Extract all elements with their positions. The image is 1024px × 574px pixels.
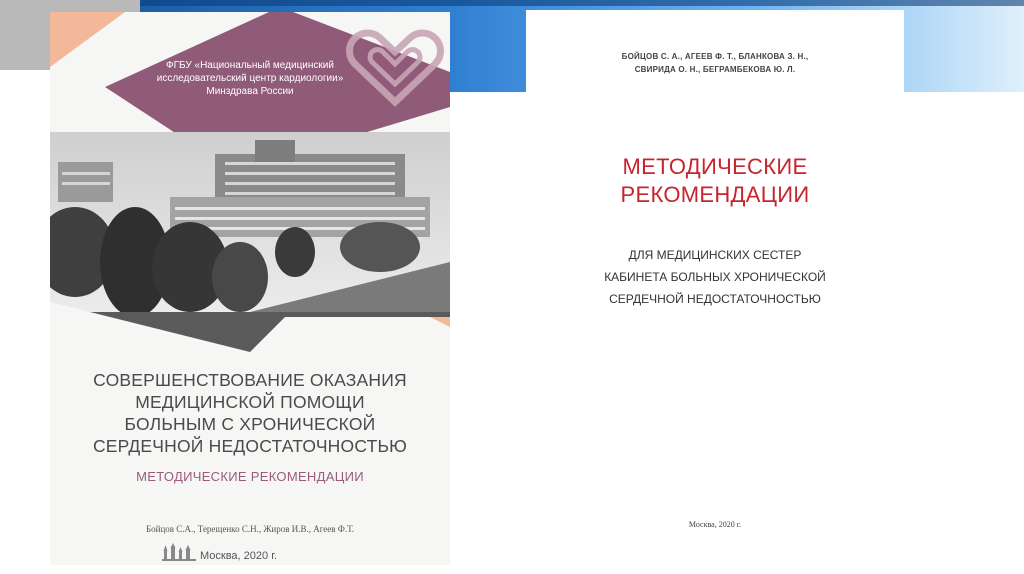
cover-title-line: МЕДИЦИНСКОЙ ПОМОЩИ [135, 392, 365, 412]
title-page-subtitle [526, 244, 904, 310]
author-line: БОЙЦОВ С. А., АГЕЕВ Ф. Т., БЛАНКОВА З. Н., [621, 52, 809, 61]
cover-title-line: СЕРДЕЧНОЙ НЕДОСТАТОЧНОСТЬЮ [92, 436, 408, 456]
cover-title [70, 369, 430, 457]
title-line: РЕКОМЕНДАЦИИ [620, 182, 810, 207]
hospital-photo [50, 132, 450, 352]
moscow-skyline-icon [162, 543, 196, 561]
org-line: исследовательский центр кардиологии» [156, 73, 344, 84]
author-line: СВИРИДА О. Н., БЕГРАМБЕКОВА Ю. Л. [634, 65, 796, 74]
cover-subtitle: МЕТОДИЧЕСКИЕ РЕКОМЕНДАЦИИ [136, 469, 364, 484]
title-page-city-year: Москва, 2020 г. [688, 520, 742, 529]
right-title-page [526, 10, 904, 566]
cover-city-year: Москва, 2020 г. [200, 550, 277, 562]
subtitle-line: ДЛЯ МЕДИЦИНСКИХ СЕСТЕР [628, 248, 802, 262]
title-line: МЕТОДИЧЕСКИЕ [622, 154, 808, 179]
title-page-authors [526, 50, 904, 76]
background-blue-stripe [140, 0, 1024, 6]
title-page-title [526, 153, 904, 209]
subtitle-line: КАБИНЕТА БОЛЬНЫХ ХРОНИЧЕСКОЙ [604, 270, 826, 284]
left-book-cover [50, 12, 450, 565]
cover-title-line: БОЛЬНЫМ С ХРОНИЧЕСКОЙ [124, 414, 376, 434]
peach-triangle-top [50, 12, 125, 67]
org-line: Минздрава России [206, 86, 294, 97]
organization-name [130, 59, 370, 98]
org-line: ФГБУ «Национальный медицинский [166, 60, 334, 71]
cover-authors: Бойцов С.А., Терещенко С.Н., Жиров И.В., Агеев Ф.Т. [145, 524, 354, 534]
cover-title-line: СОВЕРШЕНСТВОВАНИЕ ОКАЗАНИЯ [93, 370, 407, 390]
subtitle-line: СЕРДЕЧНОЙ НЕДОСТАТОЧНОСТЬЮ [609, 292, 821, 306]
